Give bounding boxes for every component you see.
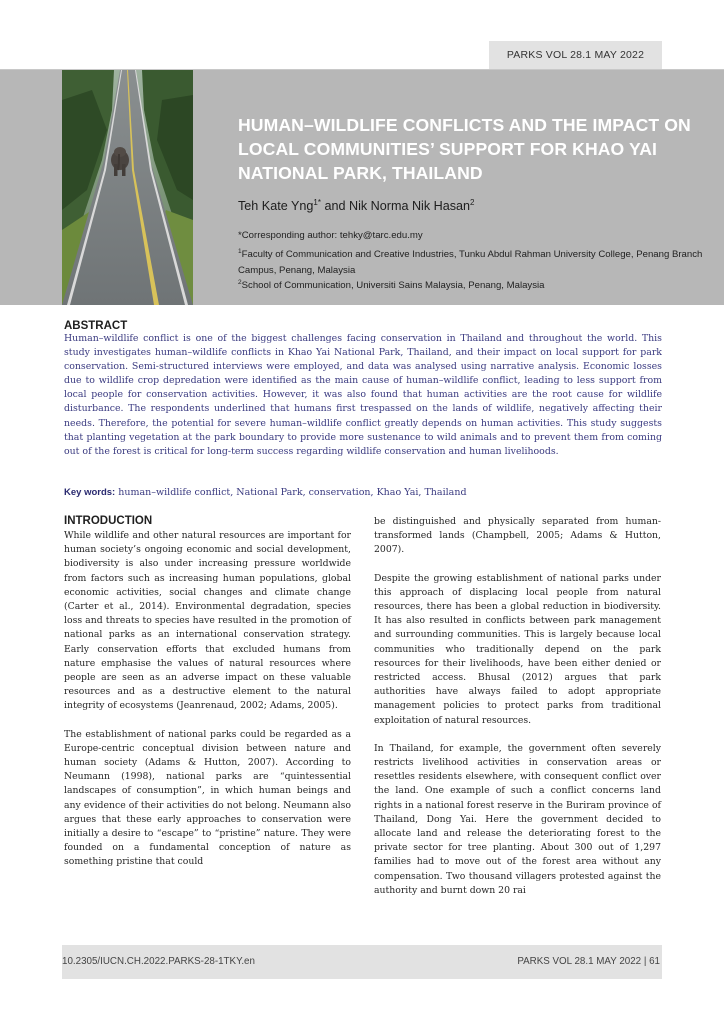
right-column <box>374 515 661 912</box>
elephant-road-photo <box>62 70 193 305</box>
author-1-marks: 1* <box>313 198 321 207</box>
paragraph: be distinguished and physically separated from human-transformed lands (Champbell, 2005; Adams & Hutton, 2007). <box>374 516 661 556</box>
corresponding-author: *Corresponding author: tehky@tarc.edu.my <box>238 230 423 241</box>
paragraph: While wildlife and other natural resources are important for human society’s ongoing economic and social development, biodiversity is also under increasing pressure worldwide from factors such as increasing human populations, global economic activities, social changes and climate change (Carter et al., 2014). Environmental degradation, species loss and threats to species have resulted in the promotion of national parks as an international conservation strategy. Early conservation efforts that excluded humans from nature emphasise the values of natural resources where people are seen as an adverse impact on these valuable resources and as a destructive element to the natural integrity of ecosystems (Jeanrenaud, 2002; Adams, 2005). <box>64 530 351 712</box>
doi-link[interactable]: 10.2305/IUCN.CH.2022.PARKS-28-1TKY.en <box>62 956 255 967</box>
page-footer <box>62 945 662 979</box>
author-join: and <box>320 199 349 214</box>
affiliation-2 <box>238 275 708 294</box>
introduction-heading: INTRODUCTION <box>64 515 153 527</box>
affiliation-2-mark: 2 <box>238 279 242 286</box>
author-2-marks: 2 <box>470 198 475 207</box>
journal-header: PARKS VOL 28.1 MAY 2022 <box>489 41 662 69</box>
paragraph: The establishment of national parks could be regarded as a Europe-centric conceptual division between nature and human society (Adams & Hutton, 2007). According to Neumann (1998), national parks are “quintessential landscapes of consumption”, in which human beings and any evidence of their activities do not belong. Neumann also argues that these early approaches to conservation were initially a desire to “escape” to “pristine” nature. They were founded on a fundamental conception of nature as something pristine that could <box>64 728 351 868</box>
keywords-list: human–wildlife conflict, National Park, conservation, Khao Yai, Thailand <box>115 487 467 498</box>
author-line <box>238 198 475 213</box>
abstract-heading: ABSTRACT <box>64 320 128 332</box>
affiliation-1-text: Faculty of Communication and Creative Industries, Tunku Abdul Rahman University College, Penang Branch Campus, Penang, Malaysia <box>238 249 703 276</box>
affiliation-1 <box>238 244 708 278</box>
abstract-body: Human–wildlife conflict is one of the biggest challenges facing conservation in Thailand and throughout the world. This study investigates human–wildlife conflicts in Khao Yai National Park, Thailand, and their impact on local support for park conservation. Semi-structured interviews were employed, and data was analysed using narrative analysis. Economic losses due to wildlife crop depredation were identified as the main cause of human–wildlife conflict, leading to less support from local people for conservation activities. However, it was also found that human activities are the root cause for wildlife disturbance. The respondents underlined that humans first trespassed on the lands of wildlife, negatively affecting their needs. Therefore, the potential for severe human–wildlife conflict greatly depends on human activities. This study suggests that planting vegetation at the park boundary to provide more sustenance to wild animals and to prevent them from coming out of the forest is critical for long-term success regarding wildlife conservation and human livelihoods. <box>64 333 662 457</box>
page-number: PARKS VOL 28.1 MAY 2022 | 61 <box>517 956 660 967</box>
article-title: HUMAN–WILDLIFE CONFLICTS AND THE IMPACT ON LOCAL COMMUNITIES’ SUPPORT FOR KHAO YAI NATIONAL PARK, THAILAND <box>238 115 691 183</box>
affiliation-2-text: School of Communication, Universiti Sains Malaysia, Penang, Malaysia <box>241 280 545 292</box>
affiliation-1-mark: 1 <box>238 248 242 255</box>
keywords-label: Key words: <box>64 487 116 498</box>
author-2: Nik Norma Nik Hasan <box>348 199 471 214</box>
paragraph: Despite the growing establishment of national parks under this approach of displacing local people from natural resources, there has been a global reduction in biodiversity. It has also resulted in conflicts between park management and surrounding communities. This is largely because local communities who traditionally depend on the park resources for their livelihoods, have been either denied or restricted access. Bhusal (2012) argues that park authorities have always failed to adopt appropriate management policies to protect parks from traditional exploitation of natural resources. <box>374 572 661 726</box>
keywords <box>64 487 467 498</box>
paragraph: In Thailand, for example, the government often severely restricts livelihood activities in conservation areas or resettles residents elsewhere, with consequent conflict over the land. One example of such a conflict concerns land rights in a national forest reserve in the Buriram province of Thailand, Dong Yai. Here the government decided to allocate land and release the deteriorating forest to the private sector for tree planting. About 300 out of 1,297 families had to move out of the forest area without any compensation. Two thousand villagers protested against the authority and burnt down 20 rai <box>374 742 661 896</box>
author-1: Teh Kate Yng <box>238 199 314 214</box>
left-column <box>64 529 351 884</box>
